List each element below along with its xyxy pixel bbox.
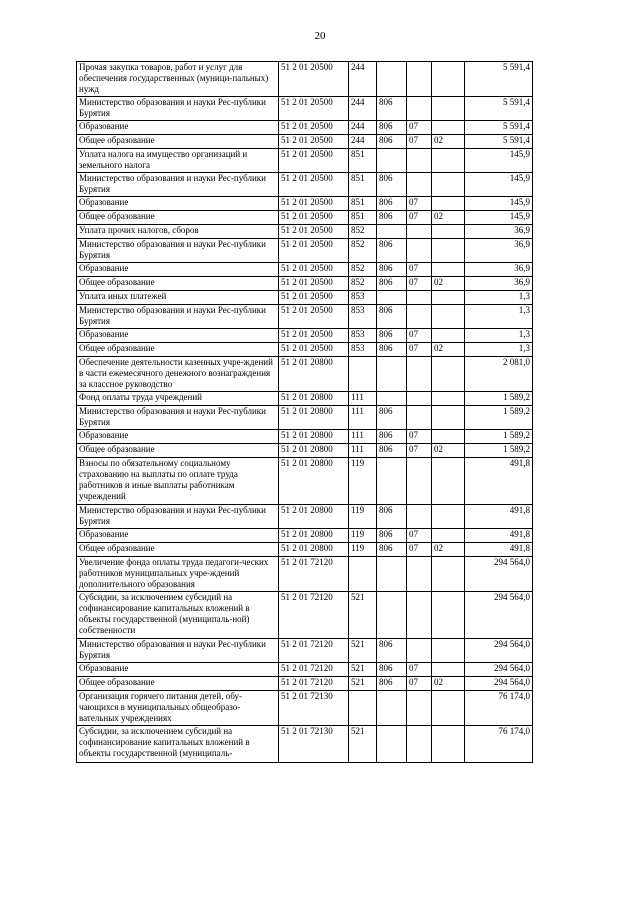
row-expense-type: 521 xyxy=(349,663,377,677)
row-target-article: 51 2 01 20500 xyxy=(279,291,349,305)
row-ministry-code: 806 xyxy=(377,444,407,458)
table-row xyxy=(77,430,533,444)
row-expense-type: 521 xyxy=(349,592,377,639)
row-ministry-code: 806 xyxy=(377,677,407,691)
row-expense-type: 853 xyxy=(349,329,377,343)
row-section xyxy=(407,726,432,763)
row-expense-type xyxy=(349,557,377,592)
table-row xyxy=(77,121,533,135)
row-amount: 1,3 xyxy=(465,343,533,357)
row-name: Министерство образования и науки Рес-публики Бурятия xyxy=(77,406,279,430)
row-expense-type: 244 xyxy=(349,121,377,135)
row-section: 07 xyxy=(407,677,432,691)
row-target-article: 51 2 01 72130 xyxy=(279,691,349,726)
row-amount: 145,9 xyxy=(465,149,533,173)
row-subsection xyxy=(432,430,465,444)
row-ministry-code xyxy=(377,225,407,239)
row-expense-type: 853 xyxy=(349,305,377,329)
row-subsection xyxy=(432,149,465,173)
row-expense-type: 851 xyxy=(349,211,377,225)
row-amount: 1,3 xyxy=(465,305,533,329)
row-target-article: 51 2 01 20500 xyxy=(279,135,349,149)
row-section xyxy=(407,291,432,305)
table-row xyxy=(77,305,533,329)
row-name: Уплата иных платежей xyxy=(77,291,279,305)
row-name: Министерство образования и науки Рес-публики Бурятия xyxy=(77,239,279,263)
row-section: 07 xyxy=(407,197,432,211)
row-name: Субсидии, за исключением субсидий на софинансирование капитальных вложений в объекты государственной (муниципаль- xyxy=(77,726,279,763)
row-section xyxy=(407,592,432,639)
table-row xyxy=(77,639,533,663)
row-amount: 1,3 xyxy=(465,329,533,343)
row-amount: 5 591,4 xyxy=(465,121,533,135)
row-subsection xyxy=(432,62,465,97)
row-subsection xyxy=(432,691,465,726)
row-ministry-code: 806 xyxy=(377,505,407,529)
row-section: 07 xyxy=(407,343,432,357)
row-subsection: 02 xyxy=(432,277,465,291)
row-expense-type: 119 xyxy=(349,505,377,529)
row-target-article: 51 2 01 20500 xyxy=(279,263,349,277)
row-section: 07 xyxy=(407,529,432,543)
table-row xyxy=(77,277,533,291)
row-amount: 76 174,0 xyxy=(465,691,533,726)
row-target-article: 51 2 01 20500 xyxy=(279,97,349,121)
row-section xyxy=(407,357,432,392)
row-section: 07 xyxy=(407,430,432,444)
row-ministry-code xyxy=(377,592,407,639)
row-ministry-code: 806 xyxy=(377,211,407,225)
row-section: 07 xyxy=(407,444,432,458)
row-ministry-code: 806 xyxy=(377,121,407,135)
row-name: Министерство образования и науки Рес-публики Бурятия xyxy=(77,639,279,663)
row-subsection xyxy=(432,121,465,135)
row-target-article: 51 2 01 20800 xyxy=(279,357,349,392)
table-row xyxy=(77,263,533,277)
row-amount: 294 564,0 xyxy=(465,677,533,691)
row-subsection xyxy=(432,197,465,211)
row-expense-type: 119 xyxy=(349,543,377,557)
row-ministry-code: 806 xyxy=(377,529,407,543)
row-subsection xyxy=(432,263,465,277)
row-target-article: 51 2 01 72120 xyxy=(279,663,349,677)
row-subsection xyxy=(432,239,465,263)
row-target-article: 51 2 01 20500 xyxy=(279,62,349,97)
row-expense-type: 244 xyxy=(349,135,377,149)
row-name: Министерство образования и науки Рес-публики Бурятия xyxy=(77,173,279,197)
row-amount: 5 591,4 xyxy=(465,97,533,121)
row-name: Образование xyxy=(77,529,279,543)
row-target-article: 51 2 01 20500 xyxy=(279,149,349,173)
row-name: Субсидии, за исключением субсидий на софинансирование капитальных вложений в объекты государственной (муниципаль-ной) собственности xyxy=(77,592,279,639)
row-section xyxy=(407,406,432,430)
row-expense-type: 852 xyxy=(349,277,377,291)
row-target-article: 51 2 01 72120 xyxy=(279,557,349,592)
row-amount: 294 564,0 xyxy=(465,663,533,677)
row-name: Уплата прочих налогов, сборов xyxy=(77,225,279,239)
row-section: 07 xyxy=(407,121,432,135)
row-section xyxy=(407,639,432,663)
row-amount: 294 564,0 xyxy=(465,592,533,639)
row-name: Общее образование xyxy=(77,677,279,691)
row-amount: 491,8 xyxy=(465,529,533,543)
row-name: Увеличение фонда оплаты труда педагоги-ческих работников муниципальных учре-ждений дополнительного образования xyxy=(77,557,279,592)
row-subsection xyxy=(432,529,465,543)
table-row xyxy=(77,239,533,263)
table-row xyxy=(77,343,533,357)
table-row xyxy=(77,392,533,406)
row-amount: 145,9 xyxy=(465,197,533,211)
table-row xyxy=(77,62,533,97)
row-target-article: 51 2 01 20800 xyxy=(279,430,349,444)
row-ministry-code xyxy=(377,357,407,392)
row-ministry-code: 806 xyxy=(377,406,407,430)
row-amount: 1 589,2 xyxy=(465,430,533,444)
row-expense-type: 521 xyxy=(349,726,377,763)
row-ministry-code xyxy=(377,691,407,726)
row-name: Прочая закупка товаров, работ и услуг для обеспечения государственных (муници-пальных) нужд xyxy=(77,62,279,97)
row-expense-type: 853 xyxy=(349,291,377,305)
row-section xyxy=(407,149,432,173)
row-subsection xyxy=(432,305,465,329)
row-ministry-code: 806 xyxy=(377,663,407,677)
table-row xyxy=(77,444,533,458)
row-section xyxy=(407,691,432,726)
row-amount: 491,8 xyxy=(465,505,533,529)
row-target-article: 51 2 01 20500 xyxy=(279,329,349,343)
row-amount: 1 589,2 xyxy=(465,444,533,458)
row-target-article: 51 2 01 20800 xyxy=(279,505,349,529)
row-name: Общее образование xyxy=(77,211,279,225)
row-name: Уплата налога на имущество организаций и земельного налога xyxy=(77,149,279,173)
row-target-article: 51 2 01 72120 xyxy=(279,592,349,639)
row-ministry-code: 806 xyxy=(377,173,407,197)
table-row xyxy=(77,592,533,639)
row-amount: 36,9 xyxy=(465,263,533,277)
row-ministry-code xyxy=(377,557,407,592)
row-expense-type: 851 xyxy=(349,197,377,211)
row-target-article: 51 2 01 20500 xyxy=(279,197,349,211)
row-expense-type: 119 xyxy=(349,458,377,505)
row-name: Общее образование xyxy=(77,277,279,291)
row-target-article: 51 2 01 72130 xyxy=(279,726,349,763)
row-ministry-code: 806 xyxy=(377,97,407,121)
row-subsection: 02 xyxy=(432,444,465,458)
table-row xyxy=(77,726,533,763)
row-name: Образование xyxy=(77,263,279,277)
table-row xyxy=(77,97,533,121)
row-target-article: 51 2 01 20800 xyxy=(279,444,349,458)
row-target-article: 51 2 01 20500 xyxy=(279,239,349,263)
table-row xyxy=(77,225,533,239)
row-name: Образование xyxy=(77,121,279,135)
row-name: Министерство образования и науки Рес-публики Бурятия xyxy=(77,97,279,121)
row-target-article: 51 2 01 20500 xyxy=(279,343,349,357)
table-row xyxy=(77,329,533,343)
row-target-article: 51 2 01 20500 xyxy=(279,277,349,291)
row-subsection xyxy=(432,592,465,639)
row-subsection xyxy=(432,458,465,505)
table-row xyxy=(77,135,533,149)
row-expense-type xyxy=(349,357,377,392)
row-ministry-code xyxy=(377,291,407,305)
row-target-article: 51 2 01 20500 xyxy=(279,225,349,239)
budget-table-body xyxy=(77,62,533,763)
row-ministry-code xyxy=(377,149,407,173)
row-section xyxy=(407,557,432,592)
row-amount: 76 174,0 xyxy=(465,726,533,763)
row-section xyxy=(407,458,432,505)
row-name: Общее образование xyxy=(77,444,279,458)
table-row xyxy=(77,211,533,225)
row-ministry-code: 806 xyxy=(377,543,407,557)
page-number: 20 xyxy=(314,30,326,42)
row-name: Образование xyxy=(77,430,279,444)
row-subsection xyxy=(432,639,465,663)
row-expense-type: 111 xyxy=(349,392,377,406)
row-section xyxy=(407,225,432,239)
row-ministry-code xyxy=(377,392,407,406)
row-subsection xyxy=(432,406,465,430)
row-subsection xyxy=(432,357,465,392)
row-target-article: 51 2 01 20500 xyxy=(279,305,349,329)
row-expense-type: 119 xyxy=(349,529,377,543)
row-expense-type: 852 xyxy=(349,239,377,263)
row-amount: 36,9 xyxy=(465,277,533,291)
row-name: Организация горячего питания детей, обу-чающихся в муниципальных общеобразо-вательных учреждениях xyxy=(77,691,279,726)
table-row xyxy=(77,691,533,726)
row-subsection xyxy=(432,726,465,763)
row-target-article: 51 2 01 20800 xyxy=(279,392,349,406)
row-target-article: 51 2 01 20800 xyxy=(279,529,349,543)
row-target-article: 51 2 01 20800 xyxy=(279,406,349,430)
row-subsection xyxy=(432,97,465,121)
row-ministry-code: 806 xyxy=(377,430,407,444)
row-target-article: 51 2 01 20500 xyxy=(279,121,349,135)
row-ministry-code: 806 xyxy=(377,135,407,149)
table-row xyxy=(77,663,533,677)
row-name: Министерство образования и науки Рес-публики Бурятия xyxy=(77,505,279,529)
row-amount: 1 589,2 xyxy=(465,392,533,406)
row-target-article: 51 2 01 72120 xyxy=(279,677,349,691)
row-subsection: 02 xyxy=(432,677,465,691)
row-section xyxy=(407,97,432,121)
row-ministry-code: 806 xyxy=(377,263,407,277)
row-name: Фонд оплаты труда учреждений xyxy=(77,392,279,406)
row-subsection xyxy=(432,173,465,197)
table-row xyxy=(77,357,533,392)
table-row xyxy=(77,458,533,505)
table-row xyxy=(77,173,533,197)
row-target-article: 51 2 01 20500 xyxy=(279,173,349,197)
budget-table xyxy=(76,61,533,763)
row-ministry-code: 806 xyxy=(377,239,407,263)
row-expense-type: 852 xyxy=(349,225,377,239)
row-section xyxy=(407,62,432,97)
row-subsection xyxy=(432,291,465,305)
row-ministry-code: 806 xyxy=(377,277,407,291)
row-section xyxy=(407,173,432,197)
row-ministry-code xyxy=(377,726,407,763)
row-ministry-code: 806 xyxy=(377,305,407,329)
row-expense-type: 853 xyxy=(349,343,377,357)
table-row xyxy=(77,197,533,211)
table-row xyxy=(77,557,533,592)
row-subsection: 02 xyxy=(432,211,465,225)
table-row xyxy=(77,529,533,543)
table-row xyxy=(77,505,533,529)
row-section: 07 xyxy=(407,263,432,277)
row-amount: 294 564,0 xyxy=(465,557,533,592)
table-row xyxy=(77,291,533,305)
row-section: 07 xyxy=(407,663,432,677)
row-ministry-code: 806 xyxy=(377,329,407,343)
row-section xyxy=(407,305,432,329)
row-amount: 36,9 xyxy=(465,225,533,239)
row-expense-type: 851 xyxy=(349,149,377,173)
row-subsection xyxy=(432,392,465,406)
row-expense-type: 521 xyxy=(349,639,377,663)
row-amount: 5 591,4 xyxy=(465,135,533,149)
row-amount: 294 564,0 xyxy=(465,639,533,663)
row-subsection xyxy=(432,329,465,343)
row-subsection: 02 xyxy=(432,343,465,357)
row-ministry-code xyxy=(377,458,407,505)
row-subsection xyxy=(432,557,465,592)
table-row xyxy=(77,543,533,557)
row-subsection: 02 xyxy=(432,543,465,557)
row-ministry-code: 806 xyxy=(377,197,407,211)
row-target-article: 51 2 01 20500 xyxy=(279,211,349,225)
row-name: Общее образование xyxy=(77,343,279,357)
row-amount: 145,9 xyxy=(465,173,533,197)
row-amount: 491,8 xyxy=(465,543,533,557)
row-amount: 491,8 xyxy=(465,458,533,505)
row-expense-type: 111 xyxy=(349,444,377,458)
row-section: 07 xyxy=(407,277,432,291)
row-target-article: 51 2 01 20800 xyxy=(279,458,349,505)
row-section: 07 xyxy=(407,543,432,557)
row-name: Общее образование xyxy=(77,543,279,557)
row-subsection xyxy=(432,225,465,239)
row-amount: 145,9 xyxy=(465,211,533,225)
row-amount: 1,3 xyxy=(465,291,533,305)
table-row xyxy=(77,149,533,173)
table-row xyxy=(77,406,533,430)
row-section xyxy=(407,505,432,529)
row-section xyxy=(407,239,432,263)
row-section: 07 xyxy=(407,329,432,343)
row-amount: 5 591,4 xyxy=(465,62,533,97)
row-target-article: 51 2 01 20800 xyxy=(279,543,349,557)
row-expense-type: 244 xyxy=(349,97,377,121)
row-name: Взносы по обязательному социальному страхованию на выплаты по оплате труда работников и иные выплаты работникам учреждений xyxy=(77,458,279,505)
row-target-article: 51 2 01 72120 xyxy=(279,639,349,663)
row-expense-type: 244 xyxy=(349,62,377,97)
row-amount: 1 589,2 xyxy=(465,406,533,430)
row-name: Министерство образования и науки Рес-публики Бурятия xyxy=(77,305,279,329)
row-section xyxy=(407,392,432,406)
row-ministry-code xyxy=(377,62,407,97)
row-amount: 2 081,0 xyxy=(465,357,533,392)
row-expense-type xyxy=(349,691,377,726)
table-row xyxy=(77,677,533,691)
row-expense-type: 852 xyxy=(349,263,377,277)
row-name: Образование xyxy=(77,197,279,211)
row-name: Образование xyxy=(77,663,279,677)
row-name: Общее образование xyxy=(77,135,279,149)
row-expense-type: 851 xyxy=(349,173,377,197)
row-section: 07 xyxy=(407,135,432,149)
row-expense-type: 521 xyxy=(349,677,377,691)
row-subsection xyxy=(432,505,465,529)
row-expense-type: 111 xyxy=(349,430,377,444)
row-section: 07 xyxy=(407,211,432,225)
row-ministry-code: 806 xyxy=(377,639,407,663)
row-subsection xyxy=(432,663,465,677)
row-expense-type: 111 xyxy=(349,406,377,430)
row-subsection: 02 xyxy=(432,135,465,149)
row-amount: 36,9 xyxy=(465,239,533,263)
row-ministry-code: 806 xyxy=(377,343,407,357)
row-name: Обеспечение деятельности казенных учре-ждений в части ежемесячного денежного вознаграждения за классное руководство xyxy=(77,357,279,392)
row-name: Образование xyxy=(77,329,279,343)
